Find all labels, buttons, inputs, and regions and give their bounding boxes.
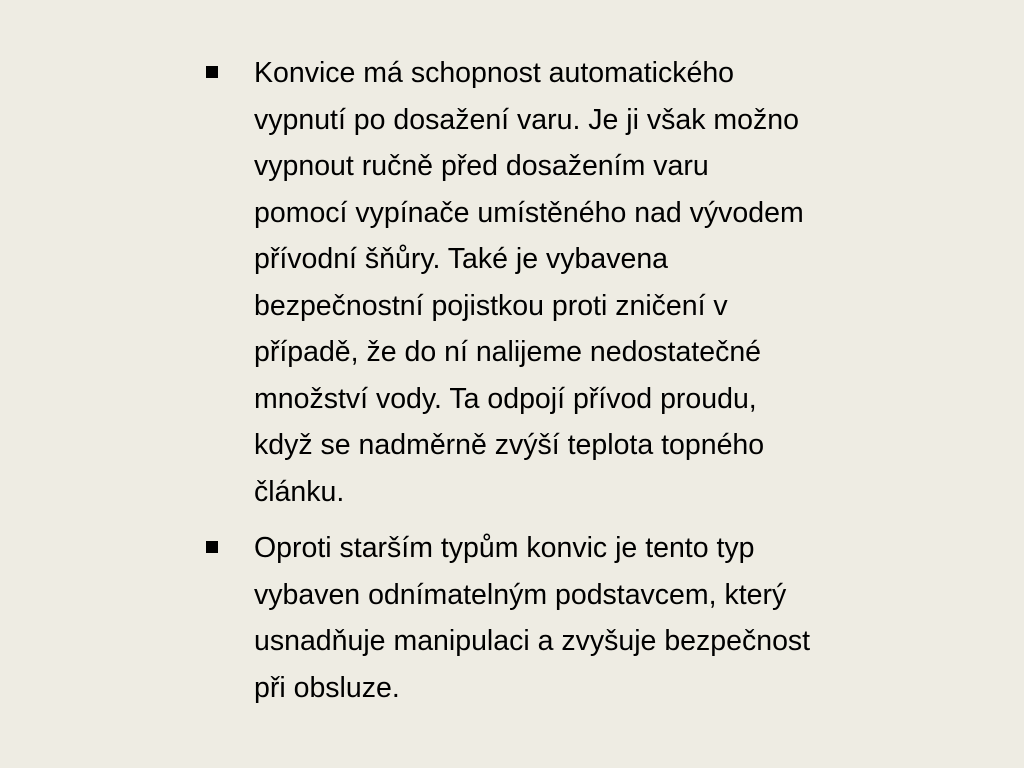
bullet-2-line-3: usnadňuje manipulaci a zvyšuje bezpečnost (254, 625, 811, 657)
bullet-2-line-2: vybaven odnímatelným podstavcem, který (254, 578, 787, 611)
square-bullet-icon (206, 541, 218, 553)
bullet-1-line-4: pomocí vypínače umístěného nad vývodem (254, 196, 804, 229)
bullet-list (200, 50, 970, 721)
bullet-item-1 (200, 50, 970, 515)
bullet-2-line-4: při obsluze. (254, 671, 400, 704)
bullet-1-line-5: přívodní šňůry. Také je vybavena (254, 243, 669, 275)
bullet-2-line-1: Oproti starším typům konvic je tento typ (254, 532, 755, 564)
square-bullet-icon (206, 66, 218, 78)
bullet-text-1 (254, 50, 970, 515)
bullet-1-line-2: vypnutí po dosažení varu. Je ji však možno (254, 103, 799, 136)
bullet-1-line-3: vypnout ručně před dosažením varu (254, 150, 709, 182)
bullet-item-2 (200, 525, 970, 711)
bullet-1-line-7: případě, že do ní nalijeme nedostatečné (254, 336, 762, 368)
bullet-1-line-6: bezpečnostní pojistkou proti zničení v (254, 289, 728, 322)
bullet-1-line-8: množství vody. Ta odpojí přívod proudu, (254, 382, 757, 415)
bullet-1-line-10: článku. (254, 475, 345, 508)
bullet-1-line-9: když se nadměrně zvýší teplota topného (254, 429, 765, 461)
bullet-1-line-1: Konvice má schopnost automatického (254, 57, 735, 89)
bullet-text-2 (254, 525, 970, 711)
